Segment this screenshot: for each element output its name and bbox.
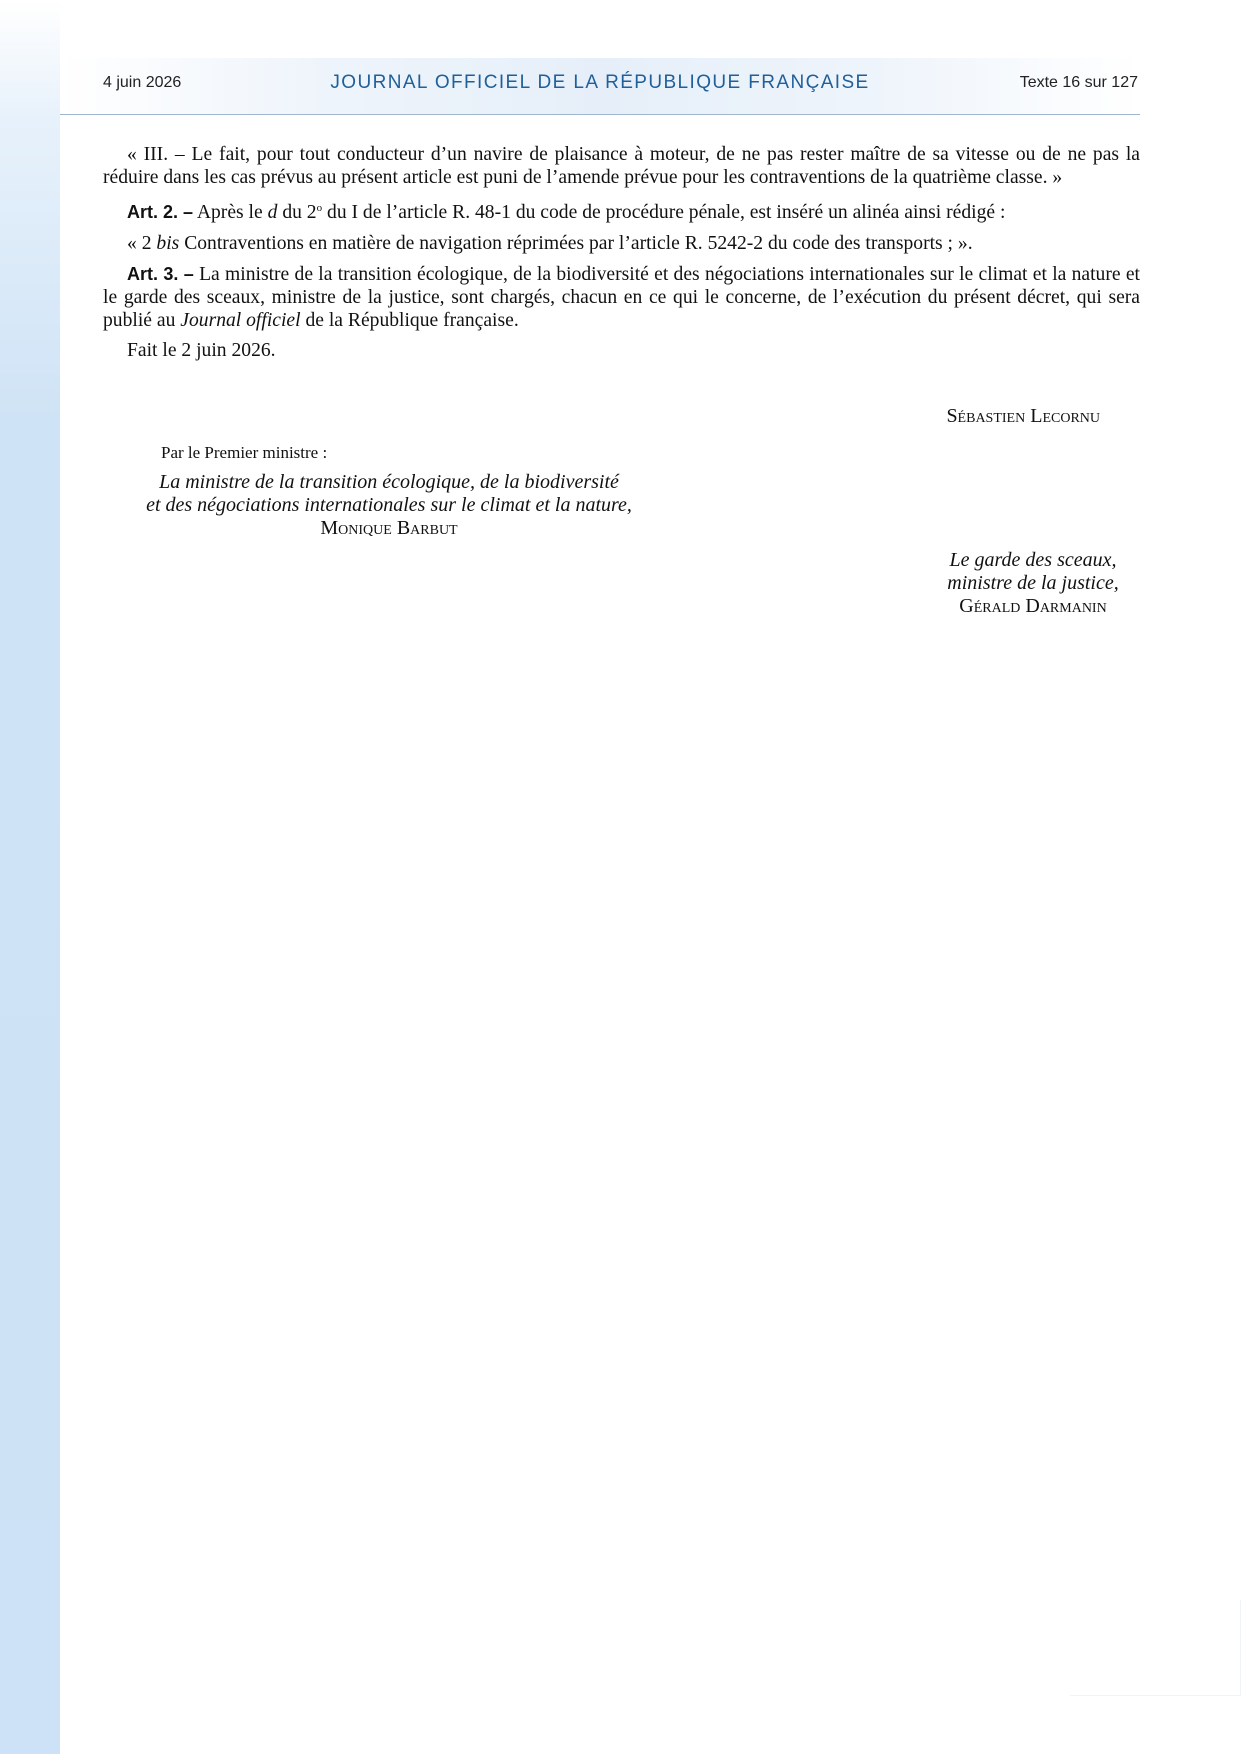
paragraph-iii: « III. – Le fait, pour tout conducteur d’un navire de plaisance à moteur, de ne pas rester maître de sa vitesse ou de ne pas la réduire dans les cas prévus au présent article est puni de l’amende prévue pour les contraventions de la quatrième classe. » [103,144,1140,188]
header-date: 4 juin 2026 [103,74,182,91]
left-margin-band [0,0,60,1754]
prime-minister-signature: Sébastien Lecornu [946,405,1100,427]
article-2-label: Art. 2. – [127,202,194,223]
article-2-text-2: du 2 [282,202,317,224]
journal-officiel-italic: Journal officiel [180,309,301,331]
page-corner-mark [1070,1600,1241,1696]
article-3-text-1: La ministre de la transition écologique, de la biodiversité et des négociations internationales sur le climat et la nature et le garde des sceaux, ministre de la justice, sont chargés, chacun en ce qui le concerne, de l’exécution du présent décret, qui sera publié au [103,264,1140,331]
fait-le: Fait le 2 juin 2026. [127,340,276,362]
article-3-label: Art. 3. – [127,264,194,285]
justice-minister-signature [920,549,1146,618]
justice-minister-title-line-1: Le garde des sceaux, [949,549,1117,571]
par-le-premier-ministre: Par le Premier ministre : [161,443,328,462]
quote-text-1: « 2 [127,232,152,254]
article-3-text-2: de la République française. [305,309,519,331]
article-2-text-3: du I de l’article R. 48-1 du code de procédure pénale, est inséré un alinéa ainsi rédigé : [327,202,1006,224]
article-2-letter: d [267,202,278,224]
document-page [60,0,1241,1754]
page-header [60,58,1140,115]
justice-minister-name: Gérald Darmanin [959,595,1107,617]
article-3 [103,263,1140,332]
inserted-paragraph [103,233,1140,256]
ecology-minister-title-line-2: et des négociations internationales sur le climat et la nature, [146,494,632,516]
article-2-text-1: Après le [196,202,263,224]
article-2 [103,197,1140,225]
ecology-minister-name: Monique Barbut [320,517,458,539]
quote-text-2: Contraventions en matière de navigation réprimées par l’article R. 5242-2 du code des transports ; ». [184,232,973,254]
decree-body [103,144,1140,371]
ecology-minister-title-line-1: La ministre de la transition écologique, de la biodiversité [159,471,619,493]
quote-bis: bis [156,232,180,254]
article-2-superscript: o [316,202,323,215]
justice-minister-title-line-2: ministre de la justice, [947,572,1119,594]
ecology-minister-signature [103,471,675,540]
header-text-number: Texte 16 sur 127 [1019,74,1138,91]
header-journal-title: JOURNAL OFFICIEL DE LA RÉPUBLIQUE FRANÇAISE [330,72,870,93]
